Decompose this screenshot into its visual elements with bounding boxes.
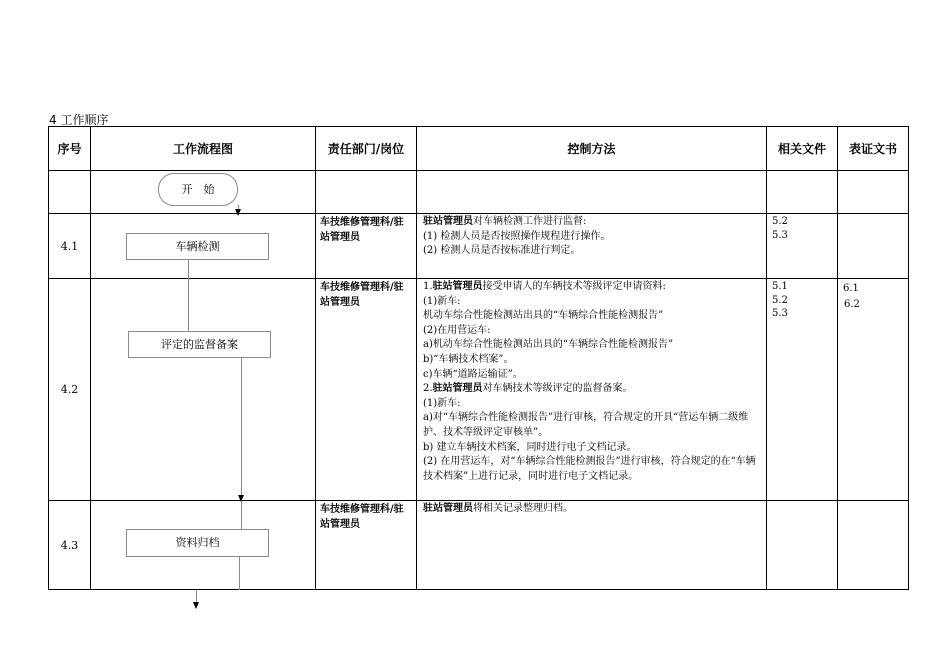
header-dept: 责任部门/岗位 [316, 127, 417, 171]
method-line: (2)在用营运车: [423, 324, 491, 336]
flow-cell [91, 214, 316, 279]
method-line: (2) 在用营运车，对“车辆综合性能检测报告”进行审核，符合规定的在“车辆技术档案”上进行记录，同时进行电子文档记录。 [423, 456, 756, 482]
method-line: 机动车综合性能检测站出具的“车辆综合性能检测报告” [423, 310, 664, 322]
flow-connector [241, 357, 242, 501]
flow-connector [196, 590, 197, 602]
record-forms: 6.1 6.2 [838, 279, 909, 501]
flow-cell [91, 279, 316, 501]
flow-connector [239, 556, 240, 590]
control-method [417, 501, 767, 590]
header-flow: 工作流程图 [91, 127, 316, 171]
flow-step-box: 车辆检测 [126, 233, 269, 260]
method-line: 驻站管理员对车辆检测工作进行监督: [423, 216, 587, 227]
flow-start-cell [91, 171, 316, 214]
method-line: a)对“车辆综合性能检测报告”进行审核，符合规定的开具“营运车辆二级维护、技术等级评定审核单”。 [423, 412, 749, 438]
method-line: (1)新车: [423, 295, 461, 307]
row-number: 4.2 [49, 279, 91, 501]
flow-connector [188, 279, 189, 331]
method-line: (1)新车: [423, 397, 461, 409]
responsible-dept: 车技维修管理科/驻站管理员 [316, 214, 417, 279]
method-line: 1.驻站管理员接受申请人的车辆技术等级评定申请资料: [423, 281, 666, 292]
row-number: 4.3 [49, 501, 91, 590]
method-line: (2) 检测人员是否按标准进行判定。 [423, 245, 581, 257]
header-docs: 相关文件 [767, 127, 838, 171]
related-docs [767, 501, 838, 590]
responsible-dept: 车技维修管理科/驻站管理员 [316, 279, 417, 501]
table-header-row [49, 127, 909, 171]
responsible-dept: 车技维修管理科/驻站管理员 [316, 501, 417, 590]
control-method [417, 279, 767, 501]
table-row-start [49, 171, 909, 214]
method-line: 驻站管理员将相关记录整理归档。 [423, 503, 573, 514]
method-line: (1) 检测人员是否按照操作规程进行操作。 [423, 230, 611, 242]
header-method: 控制方法 [417, 127, 767, 171]
header-records: 表证文书 [838, 127, 909, 171]
record-forms [838, 214, 909, 279]
flow-connector [241, 501, 242, 530]
record-forms [838, 501, 909, 590]
arrow-down-icon [193, 602, 199, 609]
related-docs: 5.2 5.3 [767, 214, 838, 279]
control-method [417, 214, 767, 279]
table-row [49, 214, 909, 279]
header-no: 序号 [49, 127, 91, 171]
work-procedure-table [48, 126, 909, 590]
flow-start-node: 开 始 [158, 173, 238, 206]
row-number: 4.1 [49, 214, 91, 279]
method-line: b) 建立车辆技术档案，同时进行电子文档记录。 [423, 441, 637, 453]
table-row [49, 279, 909, 501]
flow-step-box: 评定的监督备案 [128, 331, 271, 358]
flow-connector [188, 259, 189, 280]
related-docs: 5.1 5.2 5.3 [767, 279, 838, 501]
method-line: b)“车辆技术档案”。 [423, 353, 514, 365]
table-row [49, 501, 909, 590]
method-line: c)车辆“道路运输证”。 [423, 368, 523, 380]
flow-cell [91, 501, 316, 590]
method-line: a)机动车综合性能检测站出具的“车辆综合性能检测报告” [423, 339, 674, 351]
flow-step-box: 资料归档 [126, 529, 269, 557]
method-line: 2.驻站管理员对车辆技术等级评定的监督备案。 [423, 383, 633, 395]
section-title: 4 工作顺序 [49, 113, 109, 127]
